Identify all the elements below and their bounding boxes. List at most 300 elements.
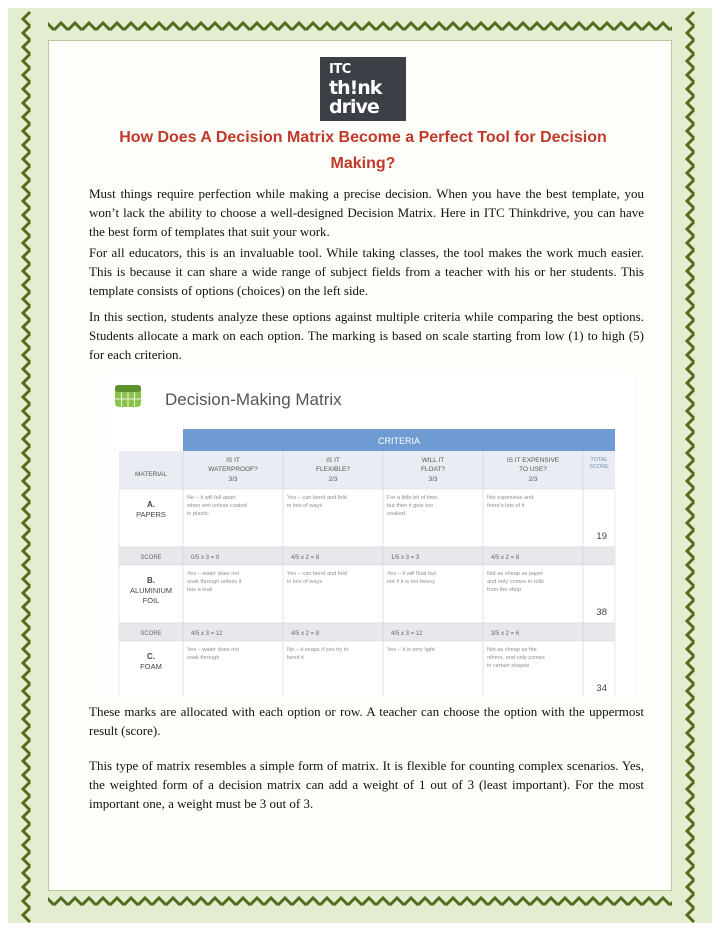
chevron-ornament: [687, 544, 694, 558]
chevron-ornament: [404, 898, 418, 905]
criterion-weight: 3/3: [228, 476, 238, 483]
chevron-ornament: [138, 898, 152, 905]
criterion-note: No – it will fall apart: [187, 495, 236, 501]
material-name: B.: [147, 576, 155, 585]
criterion-question: TO USE?: [519, 466, 547, 473]
chevron-ornament: [687, 642, 694, 656]
chevron-ornament: [320, 898, 334, 905]
criterion-note: when wet unless coated: [187, 503, 247, 509]
chevron-ornament: [404, 23, 418, 30]
criterion-score: 3/5 x 2 = 6: [491, 631, 520, 637]
chevron-ornament: [687, 460, 694, 474]
chevron-ornament: [250, 23, 264, 30]
material-name: FOAM: [140, 662, 162, 671]
chevron-ornament: [362, 898, 376, 905]
chevron-ornament: [348, 898, 362, 905]
chevron-ornament: [23, 54, 30, 68]
chevron-ornament: [23, 908, 30, 922]
chevron-ornament: [54, 898, 68, 905]
chevron-ornament: [23, 376, 30, 390]
chevron-ornament: [687, 530, 694, 544]
criterion-question: IS IT: [326, 457, 340, 464]
chevron-ornament: [474, 898, 488, 905]
chevron-ornament: [278, 898, 292, 905]
total-score-header: SCORE: [589, 464, 609, 470]
chevron-ornament: [687, 404, 694, 418]
criterion-score: 4/5 x 3 = 12: [391, 631, 423, 637]
chevron-ornament: [23, 208, 30, 222]
chevron-ornament: [502, 23, 516, 30]
chevron-ornament: [572, 898, 586, 905]
chevron-ornament: [362, 23, 376, 30]
chevron-ornament: [23, 572, 30, 586]
chevron-ornament: [222, 898, 236, 905]
chevron-ornament: [687, 68, 694, 82]
criterion-note: soak through: [187, 655, 220, 661]
chevron-ornament: [642, 23, 656, 30]
criterion-note: No – it snaps if you try to: [287, 647, 349, 653]
chevron-ornament: [23, 544, 30, 558]
chevron-ornament: [194, 898, 208, 905]
criterion-note: Yes – can bend and fold: [287, 495, 347, 501]
chevron-ornament: [600, 23, 614, 30]
chevron-ornament: [687, 320, 694, 334]
chevron-ornament: [23, 166, 30, 180]
page-border-frame: [8, 8, 712, 923]
chevron-ornament: [687, 894, 694, 908]
chevron-ornament: [23, 334, 30, 348]
chevron-ornament: [152, 23, 166, 30]
chevron-ornament: [488, 898, 502, 905]
chevron-ornament: [687, 12, 694, 26]
chevron-ornament: [530, 23, 544, 30]
chevron-ornament: [687, 726, 694, 740]
chevron-ornament: [687, 516, 694, 530]
chevron-ornament: [614, 23, 628, 30]
chevron-ornament: [23, 180, 30, 194]
chevron-ornament: [390, 898, 404, 905]
criterion-weight: 2/3: [328, 476, 338, 483]
chevron-ornament: [23, 82, 30, 96]
chevron-ornament: [687, 684, 694, 698]
chevron-ornament: [687, 824, 694, 838]
criterion-note: in certain shapes: [487, 663, 530, 669]
chevron-ornament: [502, 898, 516, 905]
chevron-ornament: [687, 278, 694, 292]
criterion-note: in lots of ways: [287, 503, 323, 509]
criterion-weight: 3/3: [428, 476, 438, 483]
total-score-value: 19: [596, 531, 607, 542]
chevron-ornament: [687, 418, 694, 432]
chevron-ornament: [418, 898, 432, 905]
criterion-question: IS IT: [226, 457, 240, 464]
chevron-ornament: [23, 502, 30, 516]
criterion-question: IS IT EXPENSIVE: [506, 457, 560, 464]
chevron-ornament: [687, 838, 694, 852]
criterion-question: FLOAT?: [420, 466, 446, 473]
chevron-ornament: [687, 474, 694, 488]
chevron-ornament: [687, 852, 694, 866]
chevron-ornament: [687, 180, 694, 194]
chevron-ornament: [124, 23, 138, 30]
chevron-ornament: [687, 264, 694, 278]
logo-line-1: ITC: [329, 62, 351, 77]
chevron-ornament: [687, 348, 694, 362]
chevron-ornament: [687, 334, 694, 348]
chevron-ornament: [687, 222, 694, 236]
logo-line-2: th!nk: [329, 77, 382, 99]
criterion-note: there's lots of it: [487, 503, 525, 509]
chevron-ornament: [687, 782, 694, 796]
criterion-note: others, and only comes: [487, 655, 545, 661]
chevron-ornament: [23, 418, 30, 432]
chevron-ornament: [23, 614, 30, 628]
criterion-note: soak through unless it: [187, 579, 242, 585]
chevron-ornament: [460, 23, 474, 30]
chevron-ornament: [23, 726, 30, 740]
total-score-value: 38: [596, 607, 607, 618]
chevron-ornament: [642, 898, 656, 905]
chevron-ornament: [23, 754, 30, 768]
itc-thinkdrive-logo: [320, 57, 406, 121]
chevron-ornament: [23, 194, 30, 208]
chevron-ornament: [544, 898, 558, 905]
chevron-ornament: [23, 656, 30, 670]
chevron-ornament: [432, 23, 446, 30]
chevron-ornament: [320, 23, 334, 30]
criterion-note: Yes – water does not: [187, 647, 240, 653]
chevron-ornament: [687, 40, 694, 54]
logo-line-3: drive: [329, 96, 379, 118]
total-score-header: TOTAL: [590, 457, 608, 463]
total-score-value: 34: [596, 683, 607, 694]
paragraph-3: In this section, students analyze these options against multiple criteria while comparing the best options. Students allocate a mark on each option. The marking is based on scale starting from low (1) to high (5) for each criterion.: [89, 309, 644, 362]
chevron-ornament: [23, 810, 30, 824]
chevron-ornament: [23, 460, 30, 474]
criterion-score: 4/5 x 2 = 8: [291, 631, 320, 637]
chevron-ornament: [23, 782, 30, 796]
chevron-ornament: [687, 124, 694, 138]
chevron-ornament: [23, 138, 30, 152]
chevron-ornament: [687, 306, 694, 320]
criterion-note: Yes – can bend and fold: [287, 571, 347, 577]
chevron-ornament: [23, 474, 30, 488]
chevron-ornament: [376, 23, 390, 30]
chevron-ornament: [687, 26, 694, 40]
score-label: SCORE: [140, 631, 162, 637]
chevron-ornament: [96, 23, 110, 30]
border-left: [8, 8, 48, 923]
chevron-ornament: [264, 898, 278, 905]
border-right: [672, 8, 712, 923]
chevron-ornament: [23, 250, 30, 264]
chevron-ornament: [23, 152, 30, 166]
chevron-ornament: [23, 264, 30, 278]
criterion-score: 1/5 x 3 = 3: [391, 555, 420, 561]
chevron-ornament: [306, 23, 320, 30]
criterion-score: 4/5 x 2 = 8: [491, 555, 520, 561]
criterion-weight: 2/3: [528, 476, 538, 483]
chevron-ornament: [687, 236, 694, 250]
chevron-ornament: [180, 23, 194, 30]
paragraph-1: Must things require perfection while making a precise decision. When you have the best template, you won’t lack the ability to choose a well-designed Decision Matrix. Here in ITC Thinkdrive, you can have the best form of templates that suit your work.: [89, 186, 644, 239]
chevron-ornament: [446, 898, 460, 905]
chevron-ornament: [586, 898, 600, 905]
criterion-note: from the shop: [487, 587, 522, 593]
criterion-note: Not as cheap as paper: [487, 571, 544, 577]
chevron-ornament: [687, 600, 694, 614]
chevron-ornament: [23, 600, 30, 614]
decision-matrix-graphic: [105, 371, 633, 697]
chevron-ornament: [23, 306, 30, 320]
chevron-ornament: [278, 23, 292, 30]
chevron-ornament: [23, 110, 30, 124]
chevron-ornament: [687, 670, 694, 684]
material-name: ALUMINIUM: [129, 586, 173, 595]
matrix-title: Decision-Making Matrix: [165, 390, 342, 409]
chevron-ornament: [23, 670, 30, 684]
chevron-ornament: [687, 208, 694, 222]
chevron-ornament: [82, 23, 96, 30]
material-header: MATERIAL: [134, 471, 168, 478]
chevron-ornament: [348, 23, 362, 30]
chevron-ornament: [23, 642, 30, 656]
chevron-ornament: [23, 68, 30, 82]
chevron-ornament: [687, 754, 694, 768]
chevron-ornament: [687, 376, 694, 390]
chevron-ornament: [292, 23, 306, 30]
criterion-note: bend it: [287, 655, 304, 661]
chevron-ornament: [23, 404, 30, 418]
chevron-ornament: [23, 292, 30, 306]
chevron-ornament: [687, 446, 694, 460]
material-name: PAPERS: [136, 510, 166, 519]
chevron-ornament: [23, 12, 30, 26]
score-label: SCORE: [140, 555, 162, 561]
chevron-ornament: [687, 110, 694, 124]
criterion-score: 0/5 x 3 = 0: [191, 555, 220, 561]
chevron-ornament: [687, 810, 694, 824]
chevron-ornament: [687, 292, 694, 306]
chevron-ornament: [656, 898, 670, 905]
chevron-ornament: [82, 898, 96, 905]
chevron-ornament: [124, 898, 138, 905]
chevron-ornament: [23, 362, 30, 376]
chevron-ornament: [23, 390, 30, 404]
criterion-note: soaked: [387, 511, 406, 517]
criterion-note: in lots of ways: [287, 579, 323, 585]
criterion-note: in plastic: [187, 511, 209, 517]
criterion-note: Not expensive and: [487, 495, 534, 501]
chevron-ornament: [687, 152, 694, 166]
chevron-ornament: [376, 898, 390, 905]
chevron-ornament: [544, 23, 558, 30]
chevron-ornament: [334, 23, 348, 30]
chevron-ornament: [687, 614, 694, 628]
material-name: A.: [147, 500, 155, 509]
chevron-ornament: [54, 23, 68, 30]
chevron-ornament: [264, 23, 278, 30]
chevron-ornament: [687, 712, 694, 726]
chevron-ornament: [23, 586, 30, 600]
chevron-ornament: [23, 530, 30, 544]
material-name: C.: [147, 652, 155, 661]
chevron-ornament: [68, 23, 82, 30]
chevron-ornament: [194, 23, 208, 30]
chevron-ornament: [23, 558, 30, 572]
chevron-ornament: [23, 446, 30, 460]
chevron-ornament: [687, 502, 694, 516]
chevron-ornament: [687, 586, 694, 600]
criterion-note: Not as cheap as the: [487, 647, 537, 653]
chevron-ornament: [687, 880, 694, 894]
chevron-ornament: [110, 23, 124, 30]
chevron-ornament: [306, 898, 320, 905]
decision-matrix-image: [105, 371, 633, 697]
chevron-ornament: [23, 740, 30, 754]
chevron-ornament: [23, 768, 30, 782]
chevron-ornament: [23, 432, 30, 446]
chevron-ornament: [23, 40, 30, 54]
chevron-ornament: [23, 222, 30, 236]
chevron-ornament: [236, 23, 250, 30]
chevron-ornament: [110, 898, 124, 905]
chevron-ornament: [236, 898, 250, 905]
chevron-ornament: [23, 628, 30, 642]
criteria-label: CRITERIA: [377, 436, 421, 446]
page-title: How Does A Decision Matrix Become a Perfect Tool for Decision Making?: [119, 129, 607, 172]
criterion-note: Yes – it will float but: [387, 571, 436, 577]
chevron-ornament: [687, 250, 694, 264]
chevron-ornament: [687, 558, 694, 572]
chevron-ornament: [23, 852, 30, 866]
chevron-ornament: [138, 23, 152, 30]
chevron-ornament: [152, 898, 166, 905]
chevron-ornament: [516, 898, 530, 905]
chevron-ornament: [23, 796, 30, 810]
chevron-ornament: [687, 194, 694, 208]
chevron-ornament: [687, 628, 694, 642]
chevron-ornament: [23, 684, 30, 698]
page-content: [48, 40, 672, 891]
chevron-ornament: [687, 362, 694, 376]
chevron-ornament: [208, 23, 222, 30]
chevron-ornament: [23, 698, 30, 712]
chevron-ornament: [558, 898, 572, 905]
chevron-ornament: [687, 82, 694, 96]
criterion-score: 4/5 x 3 = 12: [191, 631, 223, 637]
chevron-ornament: [432, 898, 446, 905]
chevron-ornament: [23, 26, 30, 40]
chevron-ornament: [656, 23, 670, 30]
chevron-ornament: [488, 23, 502, 30]
chevron-ornament: [23, 712, 30, 726]
criterion-note: has a leak: [187, 587, 213, 593]
paragraph-2: For all educators, this is an invaluable tool. While taking classes, the tool makes the work much easier. This is because it can share a wide range of subject fields from a teacher with his or her students. This template consists of options (choices) on the left side.: [89, 245, 644, 298]
chevron-ornament: [687, 908, 694, 922]
material-name: FOIL: [142, 596, 160, 605]
chevron-ornament: [23, 278, 30, 292]
chevron-ornament: [23, 320, 30, 334]
criterion-note: not if it is too heavy: [387, 579, 435, 585]
chevron-ornament: [23, 866, 30, 880]
chevron-ornament: [23, 348, 30, 362]
chevron-ornament: [687, 656, 694, 670]
chevron-ornament: [23, 236, 30, 250]
chevron-ornament: [460, 898, 474, 905]
chevron-ornament: [687, 138, 694, 152]
chevron-ornament: [474, 23, 488, 30]
chevron-ornament: [530, 898, 544, 905]
chevron-ornament: [614, 898, 628, 905]
chevron-ornament: [687, 390, 694, 404]
criterion-note: and only comes in rolls: [487, 579, 544, 585]
chevron-ornament: [687, 796, 694, 810]
chevron-ornament: [687, 572, 694, 586]
chevron-ornament: [390, 23, 404, 30]
chevron-ornament: [23, 488, 30, 502]
chevron-ornament: [208, 898, 222, 905]
chevron-ornament: [180, 898, 194, 905]
chevron-ornament: [687, 96, 694, 110]
chevron-ornament: [166, 23, 180, 30]
chevron-ornament: [23, 838, 30, 852]
chevron-ornament: [628, 898, 642, 905]
criterion-question: WILL IT: [421, 457, 445, 464]
criterion-note: Yes – it is very light: [387, 647, 435, 653]
chevron-ornament: [23, 96, 30, 110]
chevron-ornament: [23, 824, 30, 838]
chevron-ornament: [23, 880, 30, 894]
chevron-ornament: [250, 898, 264, 905]
chevron-ornament: [687, 488, 694, 502]
criterion-question: WATERPROOF?: [208, 466, 258, 473]
spreadsheet-icon: [115, 385, 141, 407]
chevron-ornament: [292, 898, 306, 905]
chevron-ornament: [687, 166, 694, 180]
paragraph-5: This type of matrix resembles a simple form of matrix. It is flexible for counting complex scenarios. Yes, the weighted form of a decision matrix can add a weight of 1 out of 3 (least important). For the most important one, a weight must be 3 out of 3.: [89, 758, 644, 811]
paragraph-4: These marks are allocated with each option or row. A teacher can choose the option with the uppermost result (score).: [89, 704, 644, 738]
chevron-ornament: [687, 54, 694, 68]
chevron-ornament: [600, 898, 614, 905]
criterion-note: For a little bit of time,: [387, 495, 439, 501]
criterion-note: but then it gets too: [387, 503, 434, 509]
chevron-ornament: [558, 23, 572, 30]
chevron-ornament: [516, 23, 530, 30]
criterion-question: FLEXIBLE?: [316, 466, 350, 473]
chevron-ornament: [96, 898, 110, 905]
criterion-note: Yes – water does not: [187, 571, 240, 577]
chevron-ornament: [23, 894, 30, 908]
chevron-ornament: [334, 898, 348, 905]
chevron-ornament: [687, 768, 694, 782]
chevron-ornament: [68, 898, 82, 905]
chevron-ornament: [687, 866, 694, 880]
chevron-ornament: [222, 23, 236, 30]
chevron-ornament: [572, 23, 586, 30]
chevron-ornament: [628, 23, 642, 30]
chevron-ornament: [687, 432, 694, 446]
chevron-ornament: [586, 23, 600, 30]
chevron-ornament: [687, 698, 694, 712]
criterion-score: 4/5 x 2 = 8: [291, 555, 320, 561]
chevron-ornament: [23, 516, 30, 530]
chevron-ornament: [687, 740, 694, 754]
chevron-ornament: [446, 23, 460, 30]
chevron-ornament: [23, 124, 30, 138]
chevron-ornament: [166, 898, 180, 905]
chevron-ornament: [418, 23, 432, 30]
